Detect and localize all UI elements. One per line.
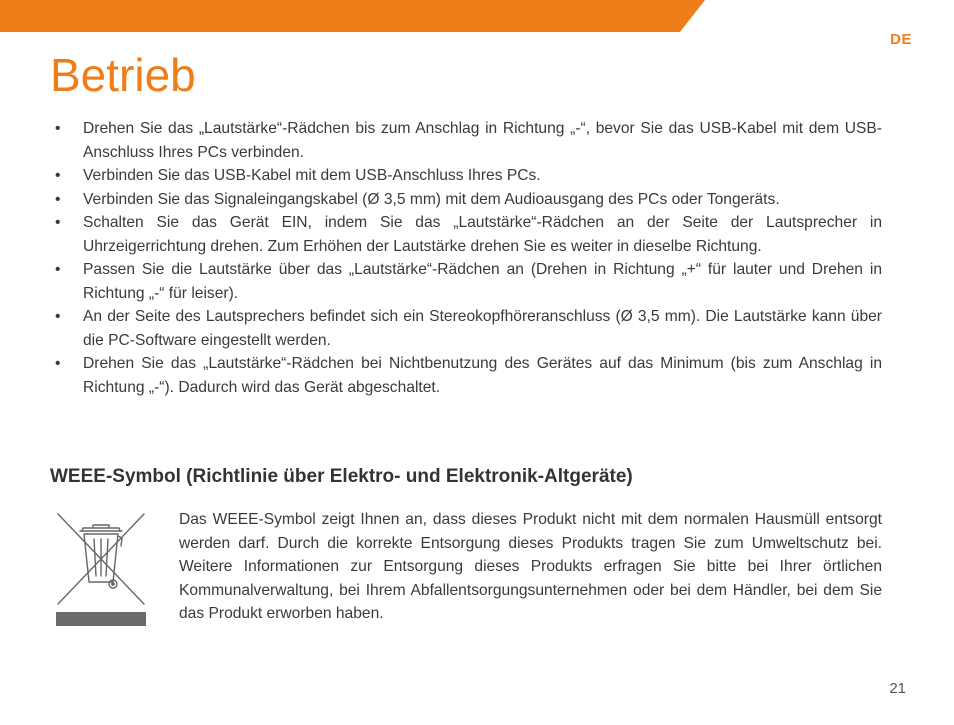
bullet-icon: • bbox=[55, 308, 61, 325]
list-item-text: Verbinden Sie das Signaleingangskabel (Ø 3,5 mm) mit dem Audioausgang des PCs oder Tongeräts. bbox=[83, 190, 780, 208]
weee-description: Das WEEE-Symbol zeigt Ihnen an, dass dieses Produkt nicht mit dem normalen Hausmüll entsorgt werden darf. Durch die korrekte Entsorgung dieses Produkts tragen Sie zum Umweltschutz bei. Weitere Informationen zur Entsorgung dieses Produkts erfragen Sie bitte bei Ihrer örtlichen Kommunalverwaltung, bei Ihrem Abfallentsorgungsunternehmen oder bei dem Händler, bei dem Sie das Produkt erworben haben. bbox=[179, 511, 882, 622]
list-item-text: Drehen Sie das „Lautstärke“-Rädchen bei Nichtbenutzung des Gerätes auf das Minimum (bis zum Anschlag in Richtung „-“). Dadurch wird das Gerät abgeschaltet. bbox=[83, 355, 882, 396]
header-band bbox=[0, 0, 954, 32]
crossed-out-wheelie-bin-icon bbox=[56, 512, 146, 626]
list-item-text: Schalten Sie das Gerät EIN, indem Sie das „Lautstärke“-Rädchen an der Seite der Lautsprecher in Uhrzeigerrichtung drehen. Zum Erhöhen der Lautstärke drehen Sie es weiter in dieselbe Richtung. bbox=[83, 214, 882, 255]
bullet-icon: • bbox=[55, 190, 61, 208]
list-item bbox=[52, 258, 882, 305]
page-number: 21 bbox=[889, 680, 906, 697]
bullet-icon: • bbox=[55, 355, 61, 372]
list-item-text: Verbinden Sie das USB-Kabel mit dem USB-Anschluss Ihres PCs. bbox=[83, 167, 541, 184]
list-item-text: Drehen Sie das „Lautstärke“-Rädchen bis zum Anschlag in Richtung „-“, bevor Sie das USB-Kabel mit dem USB-Anschluss Ihres PCs verbinden. bbox=[83, 120, 882, 161]
list-item-text: An der Seite des Lautsprechers befindet sich ein Stereokopfhöreranschluss (Ø 3,5 mm). Die Lautstärke kann über die PC-Software eingestellt werden. bbox=[83, 308, 882, 349]
list-item bbox=[52, 117, 882, 164]
bullet-icon: • bbox=[55, 120, 61, 137]
weee-heading: WEEE-Symbol (Richtlinie über Elektro- und Elektronik-Altgeräte) bbox=[50, 466, 633, 487]
page-title: Betrieb bbox=[50, 49, 196, 101]
list-item bbox=[52, 164, 882, 188]
language-tag: DE bbox=[890, 31, 912, 48]
list-item-text: Passen Sie die Lautstärke über das „Lautstärke“-Rädchen an (Drehen in Richtung „+“ für lauter und Drehen in Richtung „-“ für leiser). bbox=[83, 261, 882, 302]
bullet-icon: • bbox=[55, 214, 61, 231]
instruction-list bbox=[52, 117, 882, 399]
bullet-icon: • bbox=[55, 261, 61, 278]
list-item bbox=[52, 352, 882, 399]
list-item bbox=[52, 188, 882, 212]
bullet-icon: • bbox=[55, 167, 61, 184]
list-item bbox=[52, 211, 882, 258]
list-item bbox=[52, 305, 882, 352]
